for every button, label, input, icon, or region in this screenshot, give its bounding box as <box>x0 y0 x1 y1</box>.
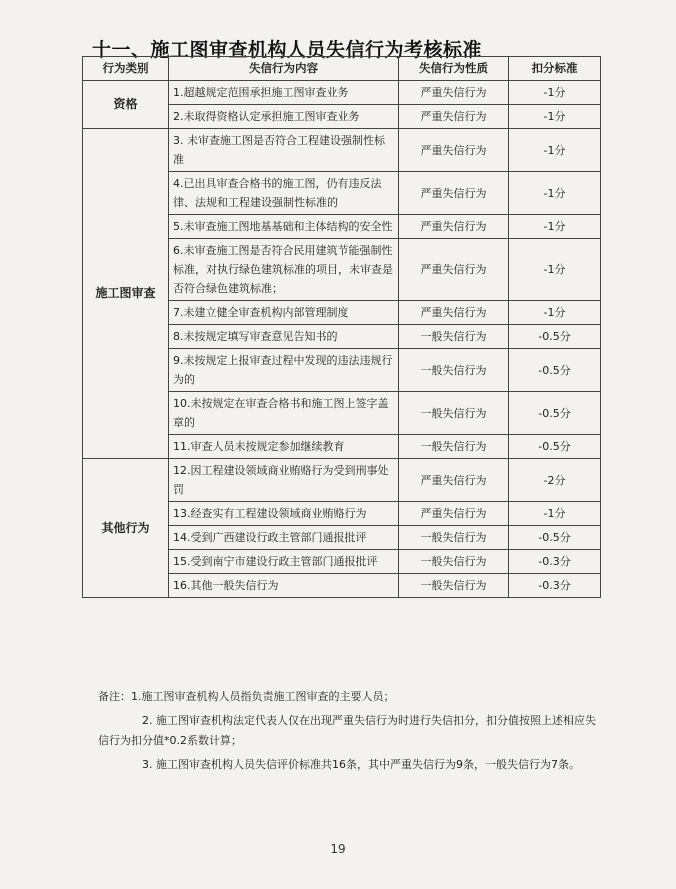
deduction-cell: -0.5分 <box>509 392 601 435</box>
nature-cell: 严重失信行为 <box>399 81 509 105</box>
deduction-cell: -0.5分 <box>509 349 601 392</box>
table-row <box>83 81 601 105</box>
table-row <box>83 129 601 172</box>
content-cell: 9.未按规定上报审查过程中发现的违法违规行为的 <box>169 349 399 392</box>
content-cell: 4.已出具审查合格书的施工图，仍有违反法律、法规和工程建设强制性标准的 <box>169 172 399 215</box>
deduction-cell: -0.3分 <box>509 550 601 574</box>
deduction-cell: -1分 <box>509 172 601 215</box>
content-cell: 5.未审查施工图地基基础和主体结构的安全性 <box>169 215 399 239</box>
category-cell: 资格 <box>83 81 169 129</box>
header-deduction: 扣分标准 <box>509 57 601 81</box>
content-cell: 14.受到广西建设行政主管部门通报批评 <box>169 526 399 550</box>
deduction-cell: -1分 <box>509 502 601 526</box>
deduction-cell: -0.5分 <box>509 526 601 550</box>
note-3: 3. 施工图审查机构人员失信评价标准共16条，其中严重失信行为9条，一般失信行为7条。 <box>142 758 580 771</box>
header-nature: 失信行为性质 <box>399 57 509 81</box>
nature-cell: 严重失信行为 <box>399 215 509 239</box>
table-header-row <box>83 57 601 81</box>
deduction-cell: -0.5分 <box>509 325 601 349</box>
category-cell: 施工图审查 <box>83 129 169 459</box>
content-cell: 13.经查实有工程建设领域商业贿赂行为 <box>169 502 399 526</box>
deduction-cell: -2分 <box>509 459 601 502</box>
deduction-cell: -1分 <box>509 81 601 105</box>
content-cell: 15.受到南宁市建设行政主管部门通报批评 <box>169 550 399 574</box>
nature-cell: 严重失信行为 <box>399 502 509 526</box>
category-cell: 其他行为 <box>83 459 169 598</box>
note-2: 2. 施工图审查机构法定代表人仅在出现严重失信行为时进行失信扣分，扣分值按照上述相应失信行为扣分值*0.2系数计算； <box>98 714 596 747</box>
deduction-cell: -1分 <box>509 129 601 172</box>
table-row <box>83 459 601 502</box>
content-cell: 1.超越规定范围承担施工图审查业务 <box>169 81 399 105</box>
note-1: 备注：1.施工图审查机构人员指负责施工图审查的主要人员； <box>98 690 395 703</box>
nature-cell: 严重失信行为 <box>399 172 509 215</box>
header-category: 行为类别 <box>83 57 169 81</box>
deduction-cell: -0.5分 <box>509 435 601 459</box>
content-cell: 10.未按规定在审查合格书和施工图上签字盖章的 <box>169 392 399 435</box>
content-cell: 6.未审查施工图是否符合民用建筑节能强制性标准，对执行绿色建筑标准的项目，未审查是否符合绿色建筑标准； <box>169 239 399 301</box>
page-number: 19 <box>330 842 346 856</box>
nature-cell: 一般失信行为 <box>399 574 509 598</box>
content-cell: 3. 未审查施工图是否符合工程建设强制性标准 <box>169 129 399 172</box>
deduction-cell: -0.3分 <box>509 574 601 598</box>
nature-cell: 一般失信行为 <box>399 349 509 392</box>
deduction-cell: -1分 <box>509 215 601 239</box>
content-cell: 8.未按规定填写审查意见告知书的 <box>169 325 399 349</box>
nature-cell: 一般失信行为 <box>399 550 509 574</box>
nature-cell: 严重失信行为 <box>399 239 509 301</box>
nature-cell: 严重失信行为 <box>399 129 509 172</box>
nature-cell: 严重失信行为 <box>399 459 509 502</box>
criteria-table <box>82 56 601 598</box>
deduction-cell: -1分 <box>509 301 601 325</box>
nature-cell: 一般失信行为 <box>399 325 509 349</box>
content-cell: 7.未建立健全审查机构内部管理制度 <box>169 301 399 325</box>
nature-cell: 一般失信行为 <box>399 435 509 459</box>
nature-cell: 严重失信行为 <box>399 301 509 325</box>
page-title: 十一、施工图审查机构人员失信行为考核标准 <box>92 39 483 61</box>
nature-cell: 一般失信行为 <box>399 526 509 550</box>
deduction-cell: -1分 <box>509 239 601 301</box>
content-cell: 12.因工程建设领域商业贿赂行为受到刑事处罚 <box>169 459 399 502</box>
content-cell: 11.审查人员未按规定参加继续教育 <box>169 435 399 459</box>
notes-section <box>98 687 606 779</box>
nature-cell: 一般失信行为 <box>399 392 509 435</box>
header-content: 失信行为内容 <box>169 57 399 81</box>
content-cell: 2.未取得资格认定承担施工图审查业务 <box>169 105 399 129</box>
content-cell: 16.其他一般失信行为 <box>169 574 399 598</box>
deduction-cell: -1分 <box>509 105 601 129</box>
nature-cell: 严重失信行为 <box>399 105 509 129</box>
